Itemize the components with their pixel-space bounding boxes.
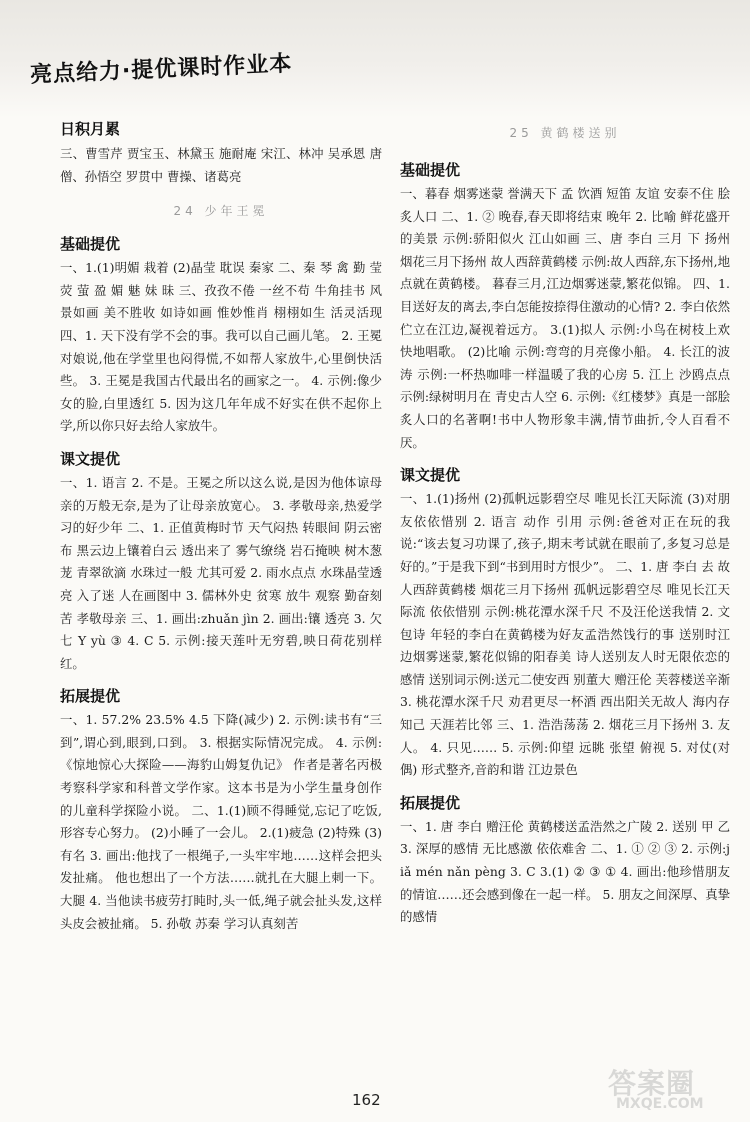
section-heading-jichu-left: 基础提优 (60, 235, 121, 254)
section-text-tuozhan-left: 一、1. 57.2% 23.5% 4.5 下降(减少) 2. 示例:读书有“三到”,谓心到,眼到,口到。 3. 根据实际情况完成。 4. 示例:《惊地惊心大探险——海豹山姆复仇记》 作者是著名丙极考察科学家和科普文学作家。这本书是为小学生量身创作的儿童科学探险小说。 二、1.(1)顾不得睡觉,忘记了吃饭,形容专心努力。 (2)小睡了一会儿。 2.(1)疲急 (2)特殊 (3)有名 3. 画出:他找了一根绳子,一头牢牢地……这样会把头发扯痛。 他也想出了一个方法……就扎在大腿上刺一下。 大腿 4. 当他读书疲劳打盹时,头一低,绳子就会扯头发,这样头皮会被扯痛。 5. 孙敬 苏秦 学习认真刻苦 (60, 712, 382, 931)
watermark-logo (608, 1062, 740, 1116)
watermark-url: MXQE.COM (616, 1096, 704, 1112)
section-text-jichu-right: 一、暮春 烟雾迷蒙 誉满天下 孟 饮酒 短笛 友谊 安泰不住 脍炙人口 二、1. ② 晚春,春天即将结束 晚年 2. 比喻 鲜花盛开的美景 示例:骄阳似火 江山如画 三、唐 李白 三月 下 扬州 烟花三月下扬州 故人西辞黄鹤楼 示例:故人西辞,东下扬州,地点就在黄鹤楼。 暮春三月,江边烟雾迷蒙,繁花似锦。 四、1. 目送好友的离去,李白怎能按捺得住激动的心情? 2. 李白依然伫立在江边,凝视着远方。 3.(1)拟人 示例:小鸟在树枝上欢快地唱歌。 (2)比喻 示例:弯弯的月亮像小船。 4. 长江的波涛 示例:一杯热咖啡一样温暖了我的心房 5. 江上 沙鸥点点 示例:绿树明月在 青史古人空 6. 示例:《红楼梦》真是一部脍炙人口的名著啊!书中人物形象丰满,情节曲折,令人百看不厌。 (400, 186, 730, 450)
page-number: 162 (352, 1091, 381, 1109)
section-text-tuozhan-right: 一、1. 唐 李白 赠汪伦 黄鹤楼送孟浩然之广陵 2. 送别 甲 乙 3. 深厚的感情 无比感激 依依难舍 二、1. ① ② ③ 2. 示例:jiǎ mén nǎn pèng 3. C 3.(1) ② ③ ① 4. 画出:他珍惜朋友的情谊……还会感到像在一起一样。 5. 朋友之间深厚、真挚的感情 (400, 818, 730, 925)
left-column (60, 118, 382, 935)
section-heading-kewen-right: 课文提优 (400, 466, 461, 485)
right-column (400, 118, 730, 929)
section-text-jichu-left: 一、1.(1)明媚 栽着 (2)晶莹 耽误 秦家 二、秦 琴 禽 勤 莹 荧 萤 盈 媚 魅 妹 昧 三、孜孜不倦 一丝不苟 牛角挂书 风景如画 美不胜收 如诗如画 惟妙惟肖 栩栩如生 活灵活现 四、1. 天下没有学不会的事。我可以自己画儿笔。 2. 王冕对娘说,他在学堂里也闷得慌,不如帮人家放牛,心里倒快活些。 3. 王冕是我国古代最出名的画家之一。 4. 示例:像少女的脸,白里透红 5. 因为这几年年成不好实在供不起你上学,所以你只好去给人家放牛。 (60, 260, 382, 434)
section-heading-kewen-left: 课文提优 (60, 449, 121, 468)
section-heading-jichu-right: 基础提优 (400, 161, 461, 179)
section-text-kewen-right: 一、1.(1)扬州 (2)孤帆远影碧空尽 唯见长江天际流 (3)对朋友依依惜别 2. 语言 动作 引用 示例:爸爸对正在玩的我说:“该去复习功课了,孩子,期末考试就在眼前了,多复习总是好的。”于是我下到“书到用时方恨少”。 二、1. 唐 李白 去 故人西辞黄鹤楼 烟花三月下扬州 孤帆远影碧空尽 唯见长江天际流 依依惜别 示例:桃花潭水深千尺 不及汪伦送我情 2. 文包诗 年轻的李白在黄鹤楼为好友孟浩然饯行的事 送别时江边烟雾迷蒙,繁花似锦的阳春美 诗人送别友人时无限依恋的感情 送别词示例:送元二使安西 别董大 赠汪伦 芙蓉楼送辛渐 3. 桃花潭水深千尺 劝君更尽一杯酒 西出阳关无故人 海内存知己 天涯若比邻 三、1. 浩浩荡荡 2. 烟花三月下扬州 3. 友人。 4. 只见…… 5. 示例:仰望 远眺 张望 俯视 5. 对仗(对偶) 形式整齐,音韵和谐 江边景色 (400, 491, 730, 778)
section-heading-riji: 日积月累 (60, 120, 121, 138)
page-header-title: 亮点给力·提优课时作业本 (29, 51, 293, 88)
section-heading-tuozhan-right: 拓展提优 (400, 793, 461, 812)
section-text-kewen-left: 一、1. 语言 2. 不是。王冕之所以这么说,是因为他体谅母亲的万般无奈,是为了让母亲放宽心。 3. 孝敬母亲,热爱学习的好少年 二、1. 正值黄梅时节 天气闷热 转眼间 阴云密布 黑云边上镶着白云 透出来了 雾气缭绕 岩石掩映 树木葱茏 青翠欲滴 水珠过一般 尤其可爱 2. 雨水点点 水珠晶莹透亮 入了迷 人在画图中 3. 儒林外史 贫寒 放牛 观察 勤奋刻苦 孝敬母亲 三、1. 画出:zhuǎn jìn 2. 画出:镶 透亮 3. 欠 七 Y yù ③ 4. C 5. 示例:接天莲叶无穷碧,映日荷花别样红。 (60, 474, 382, 671)
watermark-text: 答案圈 (608, 1067, 696, 1100)
lesson-title-24: 24 少年王冕 (173, 204, 269, 219)
section-heading-tuozhan-left: 拓展提优 (60, 687, 121, 706)
lesson-title-25: 25 黄鹤楼送别 (509, 126, 621, 140)
section-text-riji: 三、曹雪芹 贾宝玉、林黛玉 施耐庵 宋江、林冲 吴承恩 唐僧、孙悟空 罗贯中 曹操、诸葛亮 (60, 146, 382, 184)
